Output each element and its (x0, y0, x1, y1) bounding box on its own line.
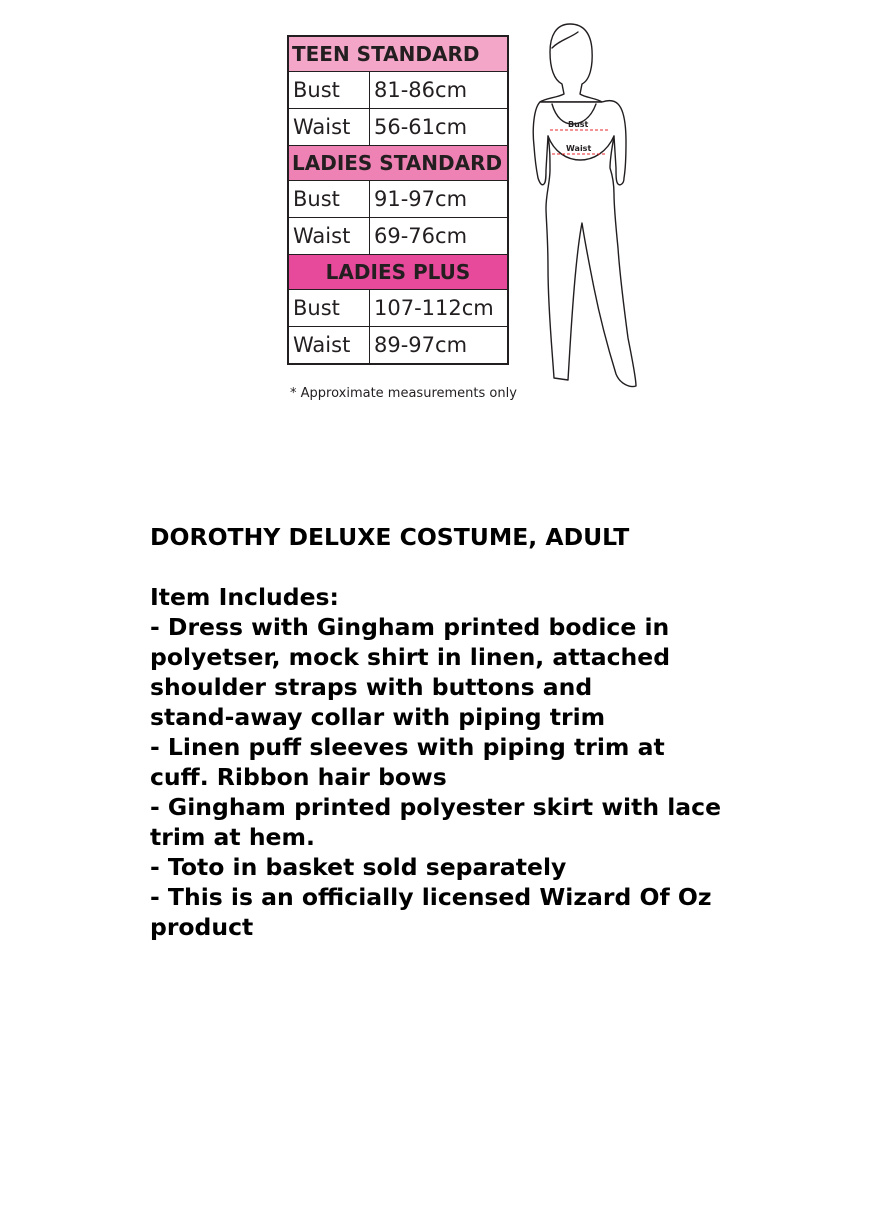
product-description (150, 522, 790, 942)
table-row (288, 290, 508, 327)
table-row (288, 218, 508, 255)
description-line: trim at hem. (150, 823, 315, 851)
teen-standard-heading: TEEN STANDARD (288, 36, 508, 72)
ladies-plus-heading: LADIES PLUS (288, 255, 508, 290)
teen-bust-label: Bust (288, 72, 370, 109)
product-title: DOROTHY DELUXE COSTUME, ADULT (150, 523, 630, 551)
bust-figure-label: Bust (568, 120, 589, 129)
waist-figure-label: Waist (566, 144, 592, 153)
description-line: stand-away collar with piping trim (150, 703, 606, 731)
plus-bust-label: Bust (288, 290, 370, 327)
description-line: polyetser, mock shirt in linen, attached (150, 643, 671, 671)
plus-bust-value: 107-112cm (370, 290, 509, 327)
teen-waist-value: 56-61cm (370, 109, 509, 146)
description-line: - Gingham printed polyester skirt with lace (150, 793, 722, 821)
description-line: product (150, 913, 254, 941)
ladies-waist-value: 69-76cm (370, 218, 509, 255)
approximate-note: * Approximate measurements only (290, 386, 517, 401)
description-line: - This is an officially licensed Wizard Of Oz (150, 883, 712, 911)
body-figure-illustration (520, 18, 660, 398)
size-chart-table (287, 35, 509, 365)
description-line: cuff. Ribbon hair bows (150, 763, 447, 791)
plus-waist-label: Waist (288, 327, 370, 365)
ladies-waist-label: Waist (288, 218, 370, 255)
table-row (288, 109, 508, 146)
description-line: - Toto in basket sold separately (150, 853, 567, 881)
ladies-standard-heading: LADIES STANDARD (288, 146, 508, 181)
description-line: - Dress with Gingham printed bodice in (150, 613, 670, 641)
description-line: - Linen puff sleeves with piping trim at (150, 733, 665, 761)
plus-waist-value: 89-97cm (370, 327, 509, 365)
ladies-bust-value: 91-97cm (370, 181, 509, 218)
table-row (288, 327, 508, 365)
includes-heading: Item Includes: (150, 583, 339, 611)
teen-waist-label: Waist (288, 109, 370, 146)
table-row (288, 72, 508, 109)
ladies-bust-label: Bust (288, 181, 370, 218)
description-line: shoulder straps with buttons and (150, 673, 593, 701)
teen-bust-value: 81-86cm (370, 72, 509, 109)
table-row (288, 181, 508, 218)
